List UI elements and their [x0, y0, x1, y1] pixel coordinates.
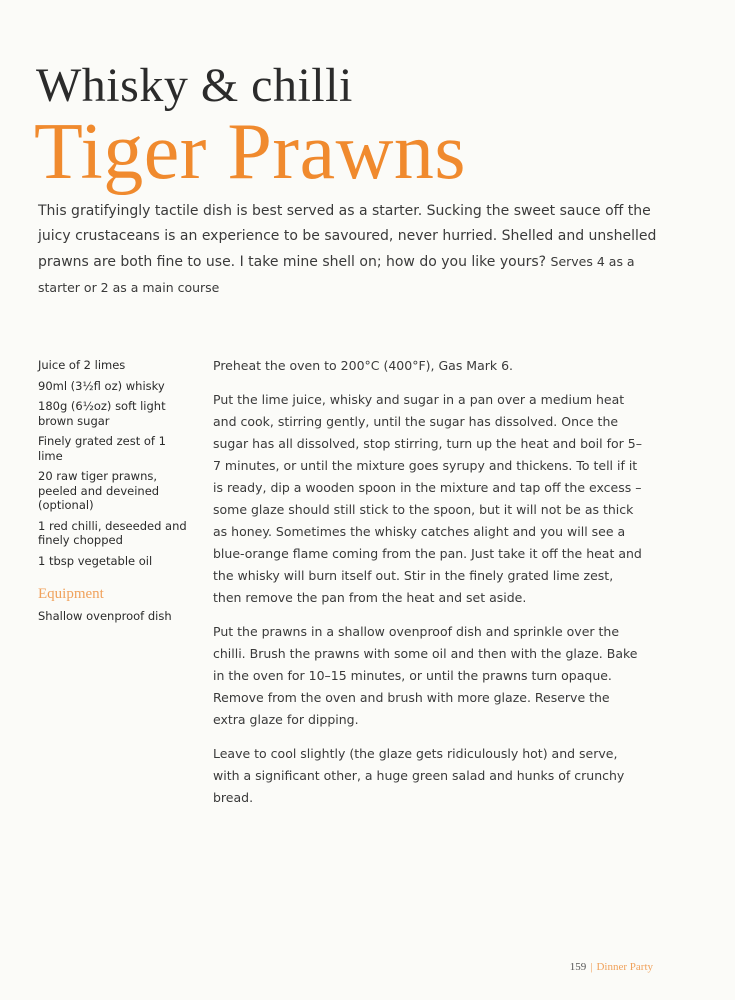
recipe-intro [38, 199, 658, 301]
ingredient-item: 180g (6½oz) soft light brown sugar [38, 399, 166, 428]
page-footer [570, 961, 653, 973]
method-step: Preheat the oven to 200°C (400°F), Gas Mark 6. [213, 358, 514, 373]
ingredients-list [38, 358, 190, 574]
equipment-heading: Equipment [38, 586, 104, 602]
section-name: Dinner Party [596, 961, 653, 973]
intro-text: This gratifyingly tactile dish is best served as a starter. Sucking the sweet sauce off the juicy crustaceans is an experience to be savoured, never hurried. Shelled and unshelled prawns are both fine to use. I take mine shell on; how do you like yours? [38, 203, 657, 270]
ingredient-item: 20 raw tiger prawns, peeled and deveined (optional) [38, 469, 160, 512]
recipe-title-line-2: Tiger Prawns [34, 108, 466, 196]
method-section [213, 355, 643, 821]
method-step: Put the lime juice, whisky and sugar in a pan over a medium heat and cook, stirring gently, until the sugar has dissolved. Once the sugar has all dissolved, stop stirring, turn up the heat and boil for 5–7 minutes, or until the mixture goes syrupy and thickens. To tell if it is ready, dip a wooden spoon in the mixture and tap off the excess – some glaze should still stick to the spoon, but it will not be as thick as honey. Sometimes the whisky catches alight and you will see a blue-orange flame coming from the pan. Just take it off the heat and the whisky will burn itself out. Stir in the finely grated lime zest, then remove the pan from the heat and set aside. [213, 392, 642, 605]
ingredient-item: 90ml (3½fl oz) whisky [38, 378, 165, 393]
ingredient-item: Finely grated zest of 1 lime [38, 434, 166, 463]
serves-text: Serves 4 as a starter or 2 as a main course [38, 254, 635, 295]
recipe-title-line-1: Whisky & chilli [36, 59, 353, 112]
method-step: Leave to cool slightly (the glaze gets ridiculously hot) and serve, with a significant other, a huge green salad and hunks of crunchy bread. [213, 746, 625, 805]
footer-separator: | [590, 961, 593, 973]
method-step: Put the prawns in a shallow ovenproof dish and sprinkle over the chilli. Brush the prawns with some oil and then with the glaze. Bake in the oven for 10–15 minutes, or until the prawns turn opaque. Remove from the oven and brush with more glaze. Reserve the extra glaze for dipping. [213, 624, 638, 727]
ingredient-item: Juice of 2 limes [38, 358, 126, 372]
page-number: 159 [569, 961, 587, 973]
equipment-item: Shallow ovenproof dish [38, 609, 172, 623]
ingredient-item: 1 tbsp vegetable oil [38, 553, 153, 568]
ingredient-item: 1 red chilli, deseeded and finely chopped [38, 518, 187, 547]
